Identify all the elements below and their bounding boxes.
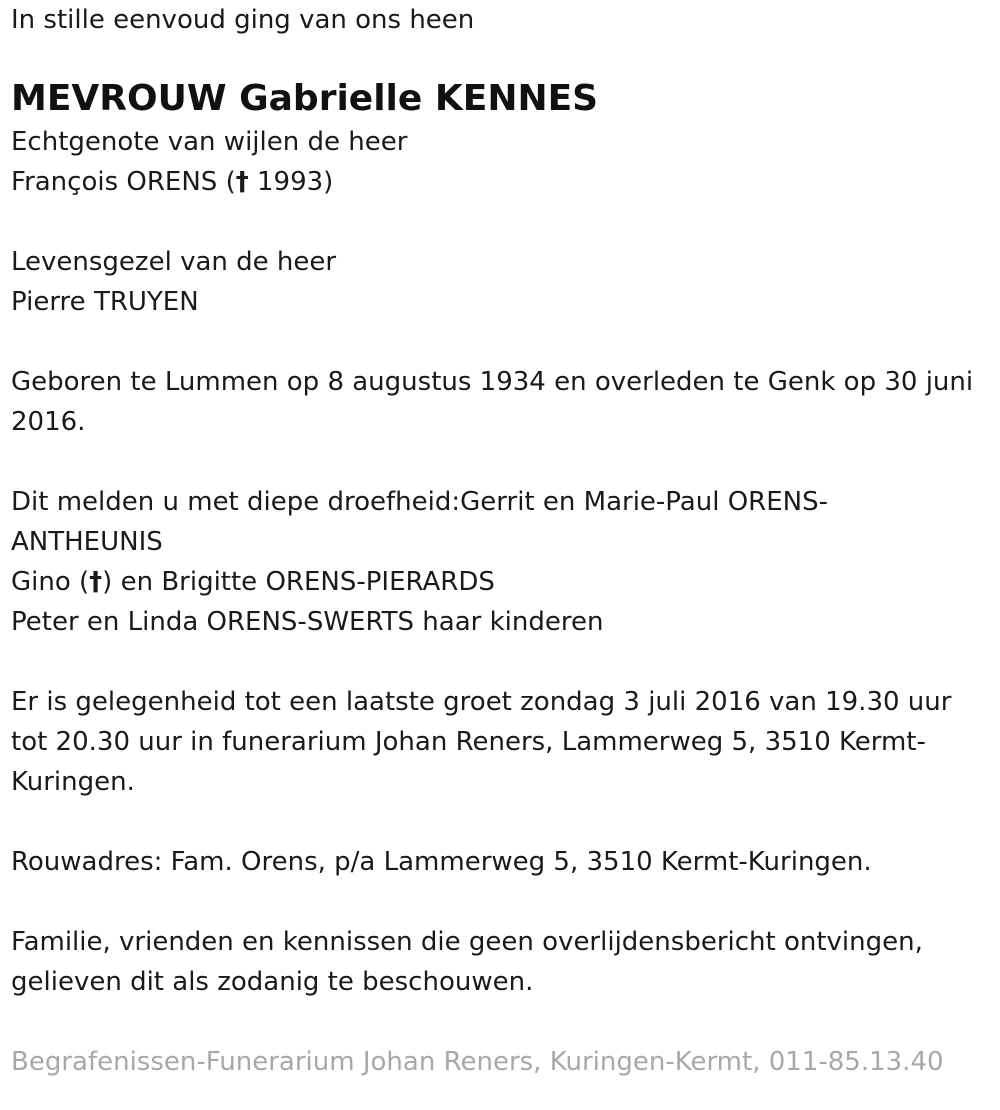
- family-line-4: Peter en Linda ORENS-SWERTS haar kinderen: [11, 607, 604, 637]
- spacer: [11, 1002, 996, 1042]
- spacer: [11, 802, 996, 842]
- visitation-line-1: Er is gelegenheid tot een laatste groet zondag 3 juli 2016 van 19.30 uur: [11, 687, 952, 717]
- partner-name: Pierre TRUYEN: [11, 287, 199, 317]
- birth-death-line-2: 2016.: [11, 407, 86, 437]
- family-line-3: [11, 562, 996, 602]
- birth-death-line-1: Geboren te Lummen op 8 augustus 1934 en overleden te Genk op 30 juni: [11, 367, 974, 397]
- intro-line: In stille eenvoud ging van ons heen: [11, 5, 475, 35]
- spouse-death-year: 1993): [248, 167, 334, 197]
- spacer: [11, 442, 996, 482]
- funeral-home-footer: Begrafenissen-Funerarium Johan Reners, Kuringen-Kermt, 011-85.13.40: [11, 1047, 944, 1077]
- family-line-1: Dit melden u met diepe droefheid:Gerrit en Marie-Paul ORENS-: [11, 487, 828, 517]
- deceased-name: MEVROUW Gabrielle KENNES: [11, 78, 599, 119]
- spacer: [11, 202, 996, 242]
- family-gino: Gino (: [11, 567, 90, 597]
- family-brigitte: ) en Brigitte ORENS-PIERARDS: [102, 567, 495, 597]
- family-line-2: ANTHEUNIS: [11, 527, 163, 557]
- visitation-line-2: tot 20.30 uur in funerarium Johan Reners, Lammerweg 5, 3510 Kermt-: [11, 727, 926, 757]
- visitation-line-3: Kuringen.: [11, 767, 135, 797]
- spouse-relation: Echtgenote van wijlen de heer: [11, 127, 408, 157]
- notice-line-1: Familie, vrienden en kennissen die geen overlijdensbericht ontvingen,: [11, 927, 923, 957]
- spacer: [11, 322, 996, 362]
- spacer: [11, 882, 996, 922]
- obituary-notice: [11, 0, 996, 1082]
- spouse-name: François ORENS (: [11, 167, 236, 197]
- notice-line-2: gelieven dit als zodanig te beschouwen.: [11, 967, 534, 997]
- cross-icon: †: [89, 567, 103, 597]
- partner-relation: Levensgezel van de heer: [11, 247, 337, 277]
- spacer: [11, 642, 996, 682]
- spouse-name-line: [11, 162, 996, 202]
- cross-icon: †: [235, 167, 249, 197]
- mourning-address: Rouwadres: Fam. Orens, p/a Lammerweg 5, 3510 Kermt-Kuringen.: [11, 847, 872, 877]
